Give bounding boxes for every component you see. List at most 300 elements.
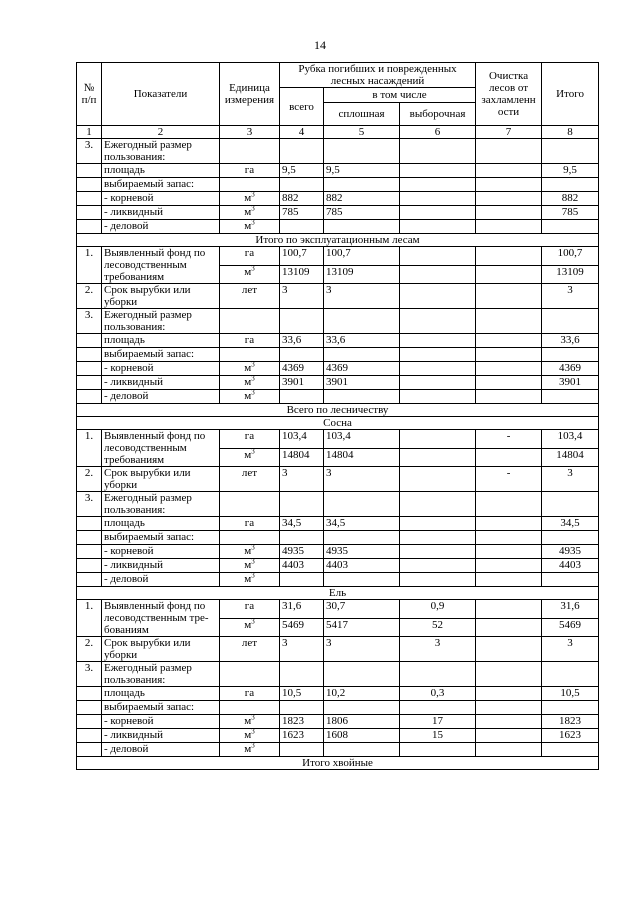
value-itogo bbox=[542, 492, 599, 517]
value-selective bbox=[400, 492, 476, 517]
value-selective bbox=[400, 448, 476, 467]
value-cleaning: - bbox=[476, 430, 542, 449]
value-itogo: 13109 bbox=[542, 265, 599, 284]
table-row bbox=[77, 545, 599, 559]
value-total: 3 bbox=[280, 284, 324, 309]
value-clear: 3 bbox=[324, 637, 400, 662]
table-row bbox=[77, 687, 599, 701]
value-cleaning bbox=[476, 265, 542, 284]
row-unit: $м^3$ bbox=[220, 362, 280, 376]
row-label: - ликвидный bbox=[102, 729, 220, 743]
row-label: - корневой bbox=[102, 362, 220, 376]
row-label: - деловой bbox=[102, 390, 220, 404]
value-cleaning bbox=[476, 178, 542, 192]
section-title: Ель bbox=[77, 587, 599, 600]
unit-exponent: 3 bbox=[251, 571, 255, 580]
value-selective bbox=[400, 309, 476, 334]
value-clear: 785 bbox=[324, 206, 400, 220]
value-clear bbox=[324, 492, 400, 517]
row-unit: $м^3$ bbox=[220, 220, 280, 234]
value-itogo: 882 bbox=[542, 192, 599, 206]
value-cleaning bbox=[476, 545, 542, 559]
value-selective bbox=[400, 430, 476, 449]
value-itogo: 14804 bbox=[542, 448, 599, 467]
row-label: площадь bbox=[102, 517, 220, 531]
table-row bbox=[77, 430, 599, 449]
value-clear: 4935 bbox=[324, 545, 400, 559]
value-cleaning bbox=[476, 390, 542, 404]
value-itogo bbox=[542, 531, 599, 545]
row-label: Ежегодный размер пользования: bbox=[102, 309, 220, 334]
value-cleaning bbox=[476, 309, 542, 334]
value-cleaning bbox=[476, 637, 542, 662]
table-row bbox=[77, 164, 599, 178]
row-number bbox=[77, 362, 102, 376]
row-number bbox=[77, 178, 102, 192]
value-clear: 3 bbox=[324, 284, 400, 309]
row-unit: га bbox=[220, 687, 280, 701]
unit-exponent: 3 bbox=[251, 360, 255, 369]
row-label: - ликвидный bbox=[102, 559, 220, 573]
value-clear bbox=[324, 390, 400, 404]
value-clear bbox=[324, 348, 400, 362]
header-indicators: Показатели bbox=[102, 63, 220, 126]
value-cleaning bbox=[476, 284, 542, 309]
unit-exponent: 3 bbox=[251, 204, 255, 213]
value-total: 33,6 bbox=[280, 334, 324, 348]
value-itogo bbox=[542, 390, 599, 404]
row-unit: $м^3$ bbox=[220, 192, 280, 206]
row-unit bbox=[220, 139, 280, 164]
table-row bbox=[77, 715, 599, 729]
header-itogo: Итого bbox=[542, 63, 599, 126]
value-cleaning bbox=[476, 192, 542, 206]
row-number bbox=[77, 531, 102, 545]
row-number: 1. bbox=[77, 430, 102, 467]
table-row bbox=[77, 309, 599, 334]
value-itogo: 5469 bbox=[542, 618, 599, 637]
row-number bbox=[77, 573, 102, 587]
row-number bbox=[77, 517, 102, 531]
value-itogo bbox=[542, 220, 599, 234]
column-number: 4 bbox=[280, 126, 324, 139]
value-itogo: 785 bbox=[542, 206, 599, 220]
value-total: 31,6 bbox=[280, 600, 324, 619]
value-selective bbox=[400, 545, 476, 559]
value-cleaning bbox=[476, 687, 542, 701]
value-itogo bbox=[542, 573, 599, 587]
header-total: всего bbox=[280, 88, 324, 126]
value-total bbox=[280, 701, 324, 715]
value-clear: 30,7 bbox=[324, 600, 400, 619]
row-number bbox=[77, 687, 102, 701]
value-cleaning bbox=[476, 662, 542, 687]
header-incl: в том числе bbox=[324, 88, 476, 103]
value-total bbox=[280, 139, 324, 164]
value-itogo bbox=[542, 348, 599, 362]
value-total: 103,4 bbox=[280, 430, 324, 449]
column-numbers-row bbox=[77, 126, 599, 139]
column-number: 8 bbox=[542, 126, 599, 139]
value-itogo: 1823 bbox=[542, 715, 599, 729]
value-clear: 4403 bbox=[324, 559, 400, 573]
value-cleaning bbox=[476, 531, 542, 545]
value-selective bbox=[400, 265, 476, 284]
row-number: 2. bbox=[77, 284, 102, 309]
value-total bbox=[280, 390, 324, 404]
row-label: площадь bbox=[102, 164, 220, 178]
value-itogo: 9,5 bbox=[542, 164, 599, 178]
value-selective: 0,3 bbox=[400, 687, 476, 701]
row-label: Выявленный фонд по лесоводственным требованиям bbox=[102, 247, 220, 284]
row-unit: $м^3$ bbox=[220, 729, 280, 743]
section-title: Сосна bbox=[77, 417, 599, 430]
row-number bbox=[77, 206, 102, 220]
value-itogo: 4369 bbox=[542, 362, 599, 376]
row-number: 3. bbox=[77, 492, 102, 517]
value-clear: 1806 bbox=[324, 715, 400, 729]
value-cleaning: - bbox=[476, 467, 542, 492]
row-label: Выявленный фонд по лесоводственным тре-бованиям bbox=[102, 600, 220, 637]
value-cleaning bbox=[476, 701, 542, 715]
value-total: 4935 bbox=[280, 545, 324, 559]
row-unit: $м^3$ bbox=[220, 206, 280, 220]
table-row bbox=[77, 178, 599, 192]
page-number: 14 bbox=[314, 38, 326, 52]
row-unit bbox=[220, 348, 280, 362]
row-unit: $м^3$ bbox=[220, 448, 280, 467]
table-row bbox=[77, 334, 599, 348]
value-total: 3 bbox=[280, 637, 324, 662]
table-row bbox=[77, 492, 599, 517]
header-selective: выборочная bbox=[400, 103, 476, 126]
row-label: - деловой bbox=[102, 743, 220, 757]
value-selective bbox=[400, 743, 476, 757]
value-clear: 103,4 bbox=[324, 430, 400, 449]
unit-exponent: 3 bbox=[251, 446, 255, 455]
row-label: выбираемый запас: bbox=[102, 178, 220, 192]
table-row bbox=[77, 206, 599, 220]
value-clear: 34,5 bbox=[324, 517, 400, 531]
table-row bbox=[77, 600, 599, 619]
row-unit: $м^3$ bbox=[220, 265, 280, 284]
value-clear: 100,7 bbox=[324, 247, 400, 266]
value-clear bbox=[324, 309, 400, 334]
row-number: 2. bbox=[77, 637, 102, 662]
table-row bbox=[77, 531, 599, 545]
value-selective bbox=[400, 390, 476, 404]
value-selective: 3 bbox=[400, 637, 476, 662]
value-selective bbox=[400, 192, 476, 206]
value-total: 9,5 bbox=[280, 164, 324, 178]
value-selective bbox=[400, 467, 476, 492]
row-unit: га bbox=[220, 164, 280, 178]
section-header-row bbox=[77, 587, 599, 600]
value-total bbox=[280, 348, 324, 362]
value-selective bbox=[400, 531, 476, 545]
unit-exponent: 3 bbox=[251, 218, 255, 227]
table-row bbox=[77, 467, 599, 492]
value-clear bbox=[324, 743, 400, 757]
section-header-row bbox=[77, 417, 599, 430]
row-number bbox=[77, 559, 102, 573]
row-label: выбираемый запас: bbox=[102, 348, 220, 362]
header-num: № п/п bbox=[77, 63, 102, 126]
value-clear: 10,2 bbox=[324, 687, 400, 701]
row-label: - корневой bbox=[102, 545, 220, 559]
row-unit: $м^3$ bbox=[220, 545, 280, 559]
unit-exponent: 3 bbox=[251, 727, 255, 736]
table-row bbox=[77, 362, 599, 376]
value-selective bbox=[400, 178, 476, 192]
section-title: Всего по лесничеству bbox=[77, 404, 599, 417]
value-cleaning bbox=[476, 618, 542, 637]
value-clear bbox=[324, 220, 400, 234]
value-cleaning bbox=[476, 247, 542, 266]
column-number: 1 bbox=[77, 126, 102, 139]
value-itogo: 4935 bbox=[542, 545, 599, 559]
row-number: 2. bbox=[77, 467, 102, 492]
row-number: 3. bbox=[77, 309, 102, 334]
row-unit: лет bbox=[220, 637, 280, 662]
value-selective bbox=[400, 139, 476, 164]
row-unit: га bbox=[220, 600, 280, 619]
row-label: Срок вырубки или уборки bbox=[102, 637, 220, 662]
table-row bbox=[77, 517, 599, 531]
row-number bbox=[77, 220, 102, 234]
table-row bbox=[77, 637, 599, 662]
row-number bbox=[77, 743, 102, 757]
row-unit: га bbox=[220, 334, 280, 348]
value-itogo: 100,7 bbox=[542, 247, 599, 266]
row-label: Ежегодный размер пользования: bbox=[102, 492, 220, 517]
row-unit: $м^3$ bbox=[220, 376, 280, 390]
value-cleaning bbox=[476, 348, 542, 362]
column-number: 2 bbox=[102, 126, 220, 139]
header-cleaning: Очистка лесов от захламленн ости bbox=[476, 63, 542, 126]
value-itogo: 31,6 bbox=[542, 600, 599, 619]
table-row bbox=[77, 662, 599, 687]
value-total bbox=[280, 220, 324, 234]
value-total: 34,5 bbox=[280, 517, 324, 531]
value-total: 14804 bbox=[280, 448, 324, 467]
value-cleaning bbox=[476, 517, 542, 531]
value-clear: 14804 bbox=[324, 448, 400, 467]
value-cleaning bbox=[476, 743, 542, 757]
row-number: 1. bbox=[77, 247, 102, 284]
value-total: 4369 bbox=[280, 362, 324, 376]
unit-exponent: 3 bbox=[251, 543, 255, 552]
value-cleaning bbox=[476, 164, 542, 178]
value-cleaning bbox=[476, 220, 542, 234]
value-clear bbox=[324, 531, 400, 545]
value-selective: 17 bbox=[400, 715, 476, 729]
row-number bbox=[77, 376, 102, 390]
row-number bbox=[77, 390, 102, 404]
value-total bbox=[280, 662, 324, 687]
column-number: 3 bbox=[220, 126, 280, 139]
forest-use-table bbox=[76, 62, 599, 770]
value-itogo: 10,5 bbox=[542, 687, 599, 701]
value-total: 3 bbox=[280, 467, 324, 492]
value-total: 1623 bbox=[280, 729, 324, 743]
table-row bbox=[77, 139, 599, 164]
value-total bbox=[280, 743, 324, 757]
value-clear bbox=[324, 178, 400, 192]
value-itogo: 103,4 bbox=[542, 430, 599, 449]
table-row bbox=[77, 376, 599, 390]
value-selective: 15 bbox=[400, 729, 476, 743]
row-number bbox=[77, 701, 102, 715]
section-title: Итого хвойные bbox=[77, 757, 599, 770]
value-itogo: 3 bbox=[542, 637, 599, 662]
row-label: - ликвидный bbox=[102, 376, 220, 390]
value-selective: 0,9 bbox=[400, 600, 476, 619]
value-total: 10,5 bbox=[280, 687, 324, 701]
row-label: выбираемый запас: bbox=[102, 701, 220, 715]
row-number: 3. bbox=[77, 662, 102, 687]
row-unit bbox=[220, 492, 280, 517]
table-body bbox=[77, 139, 599, 770]
row-number bbox=[77, 334, 102, 348]
value-itogo: 34,5 bbox=[542, 517, 599, 531]
value-clear: 3 bbox=[324, 467, 400, 492]
row-unit: $м^3$ bbox=[220, 715, 280, 729]
column-number: 5 bbox=[324, 126, 400, 139]
unit-exponent: 3 bbox=[251, 616, 255, 625]
value-clear bbox=[324, 662, 400, 687]
row-unit: лет bbox=[220, 467, 280, 492]
row-unit bbox=[220, 662, 280, 687]
section-header-row bbox=[77, 757, 599, 770]
value-selective bbox=[400, 348, 476, 362]
row-label: площадь bbox=[102, 687, 220, 701]
row-unit bbox=[220, 178, 280, 192]
row-number: 1. bbox=[77, 600, 102, 637]
column-number: 6 bbox=[400, 126, 476, 139]
row-unit: $м^3$ bbox=[220, 390, 280, 404]
row-label: - ликвидный bbox=[102, 206, 220, 220]
unit-exponent: 3 bbox=[251, 557, 255, 566]
value-cleaning bbox=[476, 729, 542, 743]
header-felling: Рубка погибших и поврежденных лесных насаждений bbox=[280, 63, 476, 88]
row-label: Ежегодный размер пользования: bbox=[102, 139, 220, 164]
value-itogo: 1623 bbox=[542, 729, 599, 743]
section-header-row bbox=[77, 404, 599, 417]
value-cleaning bbox=[476, 715, 542, 729]
value-itogo bbox=[542, 309, 599, 334]
row-unit: га bbox=[220, 430, 280, 449]
row-unit: $м^3$ bbox=[220, 743, 280, 757]
value-cleaning bbox=[476, 573, 542, 587]
value-selective bbox=[400, 362, 476, 376]
table-row bbox=[77, 701, 599, 715]
value-clear: 4369 bbox=[324, 362, 400, 376]
row-label: Ежегодный размер пользования: bbox=[102, 662, 220, 687]
unit-exponent: 3 bbox=[251, 263, 255, 272]
row-label: - корневой bbox=[102, 192, 220, 206]
row-label: выбираемый запас: bbox=[102, 531, 220, 545]
unit-exponent: 3 bbox=[251, 713, 255, 722]
value-itogo: 3 bbox=[542, 284, 599, 309]
value-cleaning bbox=[476, 492, 542, 517]
value-itogo bbox=[542, 743, 599, 757]
table-row bbox=[77, 348, 599, 362]
row-label: Срок вырубки или уборки bbox=[102, 467, 220, 492]
value-total: 100,7 bbox=[280, 247, 324, 266]
row-number bbox=[77, 348, 102, 362]
unit-exponent: 3 bbox=[251, 374, 255, 383]
row-unit: $м^3$ bbox=[220, 573, 280, 587]
value-total: 1823 bbox=[280, 715, 324, 729]
value-clear: 5417 bbox=[324, 618, 400, 637]
value-selective bbox=[400, 701, 476, 715]
value-total bbox=[280, 309, 324, 334]
table-row bbox=[77, 573, 599, 587]
table-row bbox=[77, 559, 599, 573]
value-selective bbox=[400, 164, 476, 178]
row-label: площадь bbox=[102, 334, 220, 348]
value-itogo: 3901 bbox=[542, 376, 599, 390]
value-total: 13109 bbox=[280, 265, 324, 284]
value-itogo bbox=[542, 701, 599, 715]
value-itogo: 3 bbox=[542, 467, 599, 492]
section-header-row bbox=[77, 234, 599, 247]
value-itogo bbox=[542, 139, 599, 164]
value-total: 882 bbox=[280, 192, 324, 206]
value-clear bbox=[324, 701, 400, 715]
value-cleaning bbox=[476, 334, 542, 348]
value-cleaning bbox=[476, 448, 542, 467]
table-row bbox=[77, 247, 599, 266]
row-label: Выявленный фонд по лесоводственным требованиям bbox=[102, 430, 220, 467]
table-row bbox=[77, 743, 599, 757]
value-clear: 9,5 bbox=[324, 164, 400, 178]
section-title: Итого по эксплуатационным лесам bbox=[77, 234, 599, 247]
value-selective: 52 bbox=[400, 618, 476, 637]
value-selective bbox=[400, 284, 476, 309]
value-itogo: 33,6 bbox=[542, 334, 599, 348]
row-label: - деловой bbox=[102, 220, 220, 234]
value-selective bbox=[400, 247, 476, 266]
value-total: 3901 bbox=[280, 376, 324, 390]
value-clear: 13109 bbox=[324, 265, 400, 284]
value-total: 785 bbox=[280, 206, 324, 220]
value-selective bbox=[400, 376, 476, 390]
table-row bbox=[77, 220, 599, 234]
column-number: 7 bbox=[476, 126, 542, 139]
value-total: 5469 bbox=[280, 618, 324, 637]
value-clear bbox=[324, 139, 400, 164]
value-cleaning bbox=[476, 376, 542, 390]
value-itogo bbox=[542, 178, 599, 192]
table-row bbox=[77, 284, 599, 309]
row-label: - деловой bbox=[102, 573, 220, 587]
table-row bbox=[77, 192, 599, 206]
value-cleaning bbox=[476, 559, 542, 573]
value-itogo bbox=[542, 662, 599, 687]
value-cleaning bbox=[476, 139, 542, 164]
row-unit: $м^3$ bbox=[220, 559, 280, 573]
header-clear: сплошная bbox=[324, 103, 400, 126]
value-total bbox=[280, 573, 324, 587]
row-unit bbox=[220, 309, 280, 334]
row-unit: лет bbox=[220, 284, 280, 309]
value-total bbox=[280, 178, 324, 192]
value-total bbox=[280, 492, 324, 517]
row-unit bbox=[220, 531, 280, 545]
value-clear: 1608 bbox=[324, 729, 400, 743]
